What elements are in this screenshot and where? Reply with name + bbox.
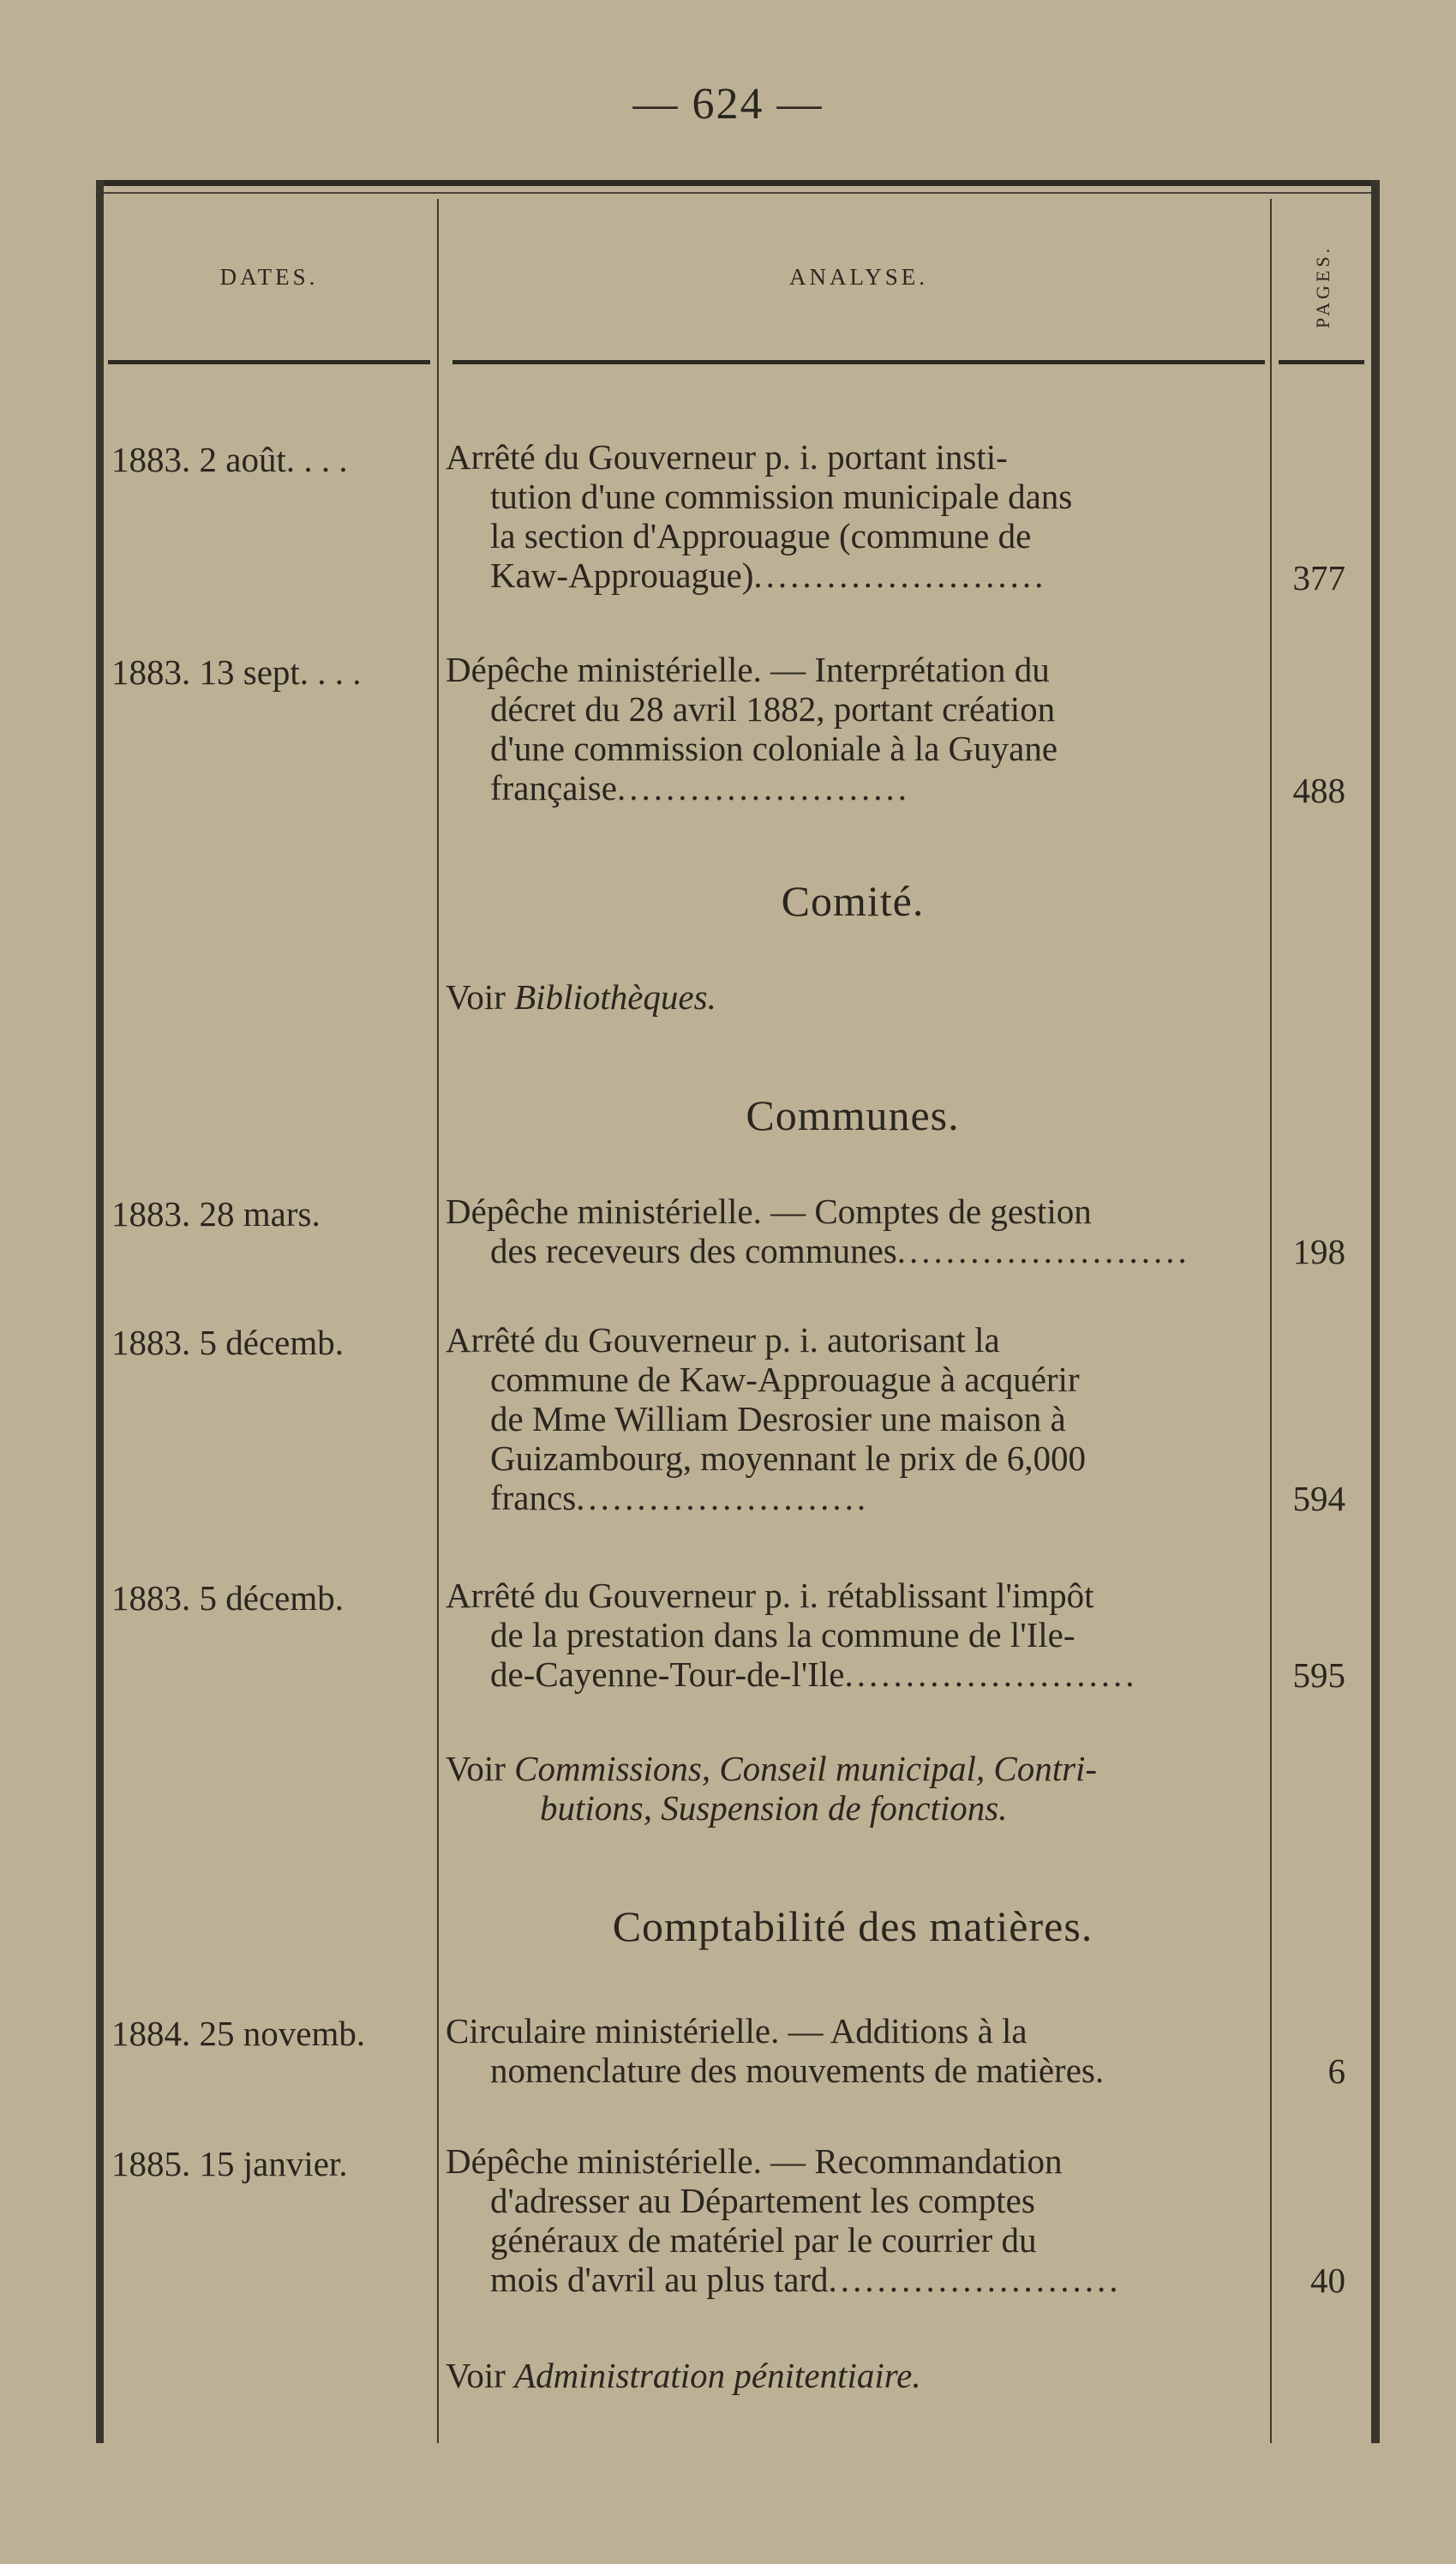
analysis-line: commune de Kaw-Approuague à acquérir (490, 1360, 1080, 1399)
analysis-line: Dépêche ministérielle. — Interprétation du (446, 650, 1050, 689)
analysis-line: francs........................ (490, 1478, 870, 1517)
entry-page: 198 (1292, 1232, 1345, 1271)
analysis-line: généraux de matériel par le courrier du (490, 2220, 1037, 2260)
top-rule (96, 180, 1380, 186)
dot-leader: ........................ (844, 1654, 1138, 1694)
analysis-line: Circulaire ministérielle. — Additions à la (446, 2011, 1028, 2051)
entry-page: 594 (1292, 1479, 1345, 1518)
entry-date: 1883. 5 décemb. (111, 1323, 344, 1362)
voir-line: Voir Commissions, Conseil municipal, Contri- (446, 1749, 1098, 1788)
voir-ref: Bibliothèques. (514, 977, 716, 1017)
entry-analysis (446, 650, 1260, 808)
header-rule-pages (1279, 360, 1364, 364)
entry-analysis (446, 1576, 1260, 1694)
voir-comite (446, 977, 1260, 1017)
header-dates: DATES. (219, 264, 319, 290)
entry-analysis (446, 2011, 1260, 2090)
voir-communes (446, 1749, 1260, 1828)
page-number: — 624 — (632, 80, 824, 129)
analysis-line: Guizambourg, moyennant le prix de 6,000 (490, 1438, 1086, 1478)
column-divider-dates (437, 199, 439, 2443)
analysis-line: Dépêche ministérielle. — Comptes de gestion (446, 1192, 1092, 1231)
entry-page: 40 (1310, 2261, 1345, 2300)
entry-analysis (446, 2141, 1260, 2299)
analysis-line: Arrêté du Gouverneur p. i. portant insti- (446, 437, 1008, 477)
entry-date: 1885. 15 janvier. (111, 2144, 348, 2183)
voir-ref: Administration pénitentiaire. (514, 2356, 921, 2395)
left-border (96, 180, 104, 2443)
header-rule-dates (108, 360, 430, 364)
voir-line: Voir Administration pénitentiaire. (446, 2356, 921, 2395)
dot-leader: ........................ (896, 1231, 1190, 1270)
analysis-line: d'une commission coloniale à la Guyane (490, 729, 1058, 768)
entry-page: 595 (1292, 1655, 1345, 1695)
analysis-line: Kaw-Approuague)........................ (490, 555, 1047, 595)
voir-line: Voir Bibliothèques. (446, 977, 716, 1017)
analysis-line: Dépêche ministérielle. — Recommandation (446, 2141, 1063, 2181)
entry-analysis (446, 1320, 1260, 1517)
voir-comptabilite (446, 2356, 1260, 2395)
voir-line: butions, Suspension de fonctions. (540, 1788, 1008, 1828)
analysis-line: de-Cayenne-Tour-de-l'Ile........................ (490, 1654, 1138, 1694)
analysis-line: la section d'Approuague (commune de (490, 516, 1032, 555)
entry-page: 377 (1292, 558, 1345, 597)
entry-analysis (446, 1192, 1260, 1270)
entry-page: 488 (1292, 771, 1345, 810)
analysis-line: des receveurs des communes........................ (490, 1231, 1190, 1270)
header-rule-analyse (452, 360, 1265, 364)
entry-date: 1883. 5 décemb. (111, 1578, 344, 1618)
section-heading-comptabilite: Comptabilité des matières. (612, 1902, 1093, 1950)
voir-ref: Commissions, Conseil municipal, Contri- (514, 1749, 1098, 1788)
dot-leader: ........................ (616, 768, 910, 808)
header-pages: PAGES. (1312, 244, 1333, 328)
entry-analysis (446, 437, 1260, 595)
section-heading-communes: Communes. (746, 1091, 960, 1139)
header-analyse: ANALYSE. (788, 264, 929, 290)
analysis-line: décret du 28 avril 1882, portant création (490, 689, 1056, 729)
section-heading-comite: Comité. (781, 877, 925, 925)
analysis-line: de Mme William Desrosier une maison à (490, 1399, 1066, 1438)
right-border (1371, 180, 1380, 2443)
dot-leader: ........................ (576, 1478, 870, 1517)
entry-date: 1884. 25 novemb. (111, 2014, 366, 2053)
analysis-line: mois d'avril au plus tard........................ (490, 2260, 1122, 2299)
column-divider-pages (1270, 199, 1272, 2443)
entry-date: 1883. 2 août. . . . (111, 440, 348, 479)
top-rule-thin (96, 192, 1380, 194)
entry-date: 1883. 13 sept. . . . (111, 652, 362, 692)
entry-page: 6 (1327, 2051, 1345, 2091)
dot-leader: ........................ (753, 555, 1047, 595)
analysis-line: française........................ (490, 768, 910, 808)
entry-date: 1883. 28 mars. (111, 1194, 321, 1234)
analysis-line: nomenclature des mouvements de matières. (490, 2051, 1105, 2090)
dot-leader: ........................ (828, 2260, 1122, 2299)
analysis-line: de la prestation dans la commune de l'Ile- (490, 1615, 1076, 1654)
analysis-line: Arrêté du Gouverneur p. i. rétablissant l'impôt (446, 1576, 1094, 1615)
analysis-line: Arrêté du Gouverneur p. i. autorisant la (446, 1320, 1000, 1360)
analysis-line: tution d'une commission municipale dans (490, 477, 1073, 516)
analysis-line: d'adresser au Département les comptes (490, 2181, 1035, 2220)
